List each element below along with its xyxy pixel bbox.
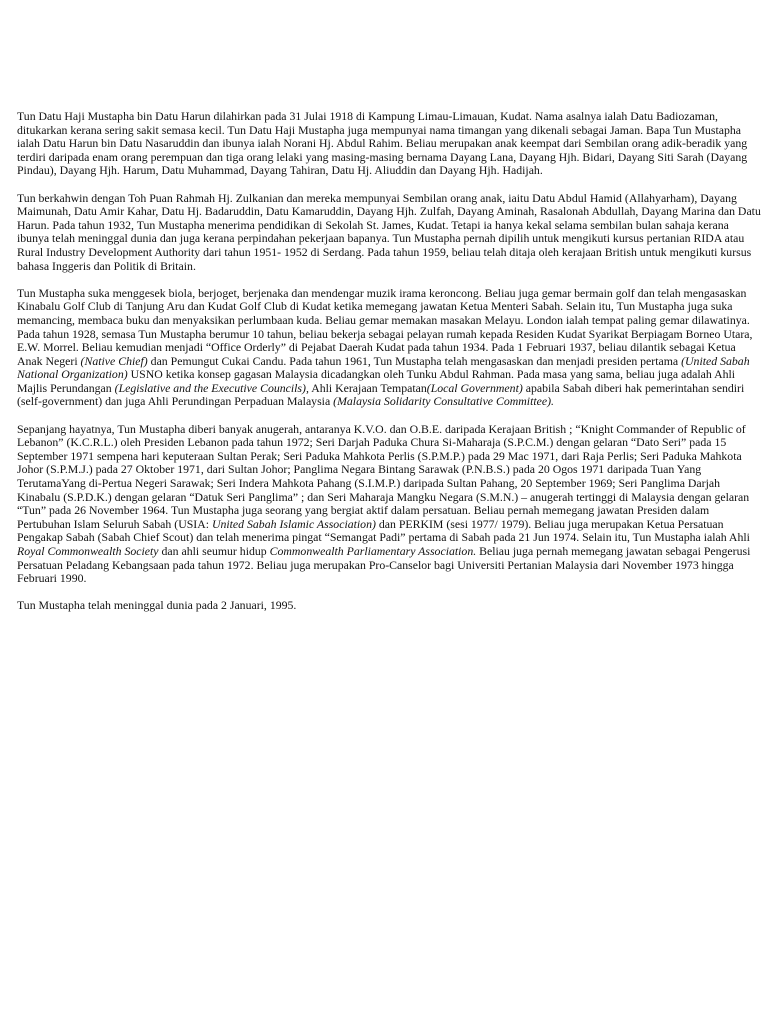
italic-text-run: (Native Chief) <box>80 353 148 368</box>
text-run: dan Pemungut Cukai Candu. Pada tahun 1961, Tun Mustapha telah mengasaskan dan menjadi presiden pertama <box>147 353 682 368</box>
text-run: Tun berkahwin dengan Toh Puan Rahmah Hj. Zulkanian dan mereka mempunyai Sembilan orang anak, iaitu Datu Abdul Hamid (Allahyarham), Dayang Maimunah, Datu Amir Kahar, Datu Hj. Badaruddin, Datu Kamaruddin, Dayang Hjh. Zulfah, Dayang Aminah, Rasalonah Abdullah, Dayang Marina dan Datu Harun. Pada tahun 1932, Tun Mustapha menerima pendidikan di Sekolah St. James, Kudat. Tetapi ia hanya kekal selama sembilan bulan sahaja kerana ibunya telah meninggal dunia dan juga kerana perpindahan pekerjaan bapanya. Tun Mustapha pernah dipilih untuk mengikuti kursus pertanian RIDA atau Rural Industry Development Authority dari tahun 1951- 1952 di Serdang. Pada tahun 1959, beliau telah ditaja oleh kerajaan British untuk mengikuti kursus bahasa Inggeris dan Politik di Britain. <box>17 190 761 273</box>
text-run: USNO ketika konsep gagasan Malaysia dicadangkan oleh Tunku Abdul Rahman. Pada masa yang sama, beliau juga adalah Ahli Majlis Perundangan <box>17 367 736 395</box>
paragraph-biography-birth <box>17 110 762 178</box>
paragraph-hobbies-career <box>17 287 762 409</box>
document-body <box>17 110 762 627</box>
italic-text-run: Commonwealth Parliamentary Association. <box>269 544 477 558</box>
italic-text-run: (Legislative and the Executive Councils), <box>114 380 309 395</box>
italic-text-run: Royal Commonwealth Society <box>17 544 159 558</box>
text-run: apabila Sabah diberi hak pemerintahan sendiri (self-government) dan juga Ahli Perundingan Perpaduan Malaysia <box>17 380 745 409</box>
text-run: Tun Datu Haji Mustapha bin Datu Harun dilahirkan pada 31 Julai 1918 di Kampung Limau-Limauan, Kudat. Nama asalnya ialah Datu Badiozaman, ditukarkan kerana sering sakit semasa kecil. Tun Datu Haji Mustapha juga mempunyai nama timangan yang dikenali sebagai Jaman. Bapa Tun Mustapha ialah Datu Harun bin Datu Nasaruddin dan ibunya ialah Norani Hj. Abdul Rahim. Beliau merupakan anak keempat dari Sembilan orang adik-beradik yang terdiri daripada enam orang perempuan dan tiga orang lelaki yang masing-masing bernama Dayang Lana, Dayang Hjh. Bidari, Dayang Siti Sarah (Dayang Pindau), Dayang Hjh. Harum, Datu Muhammad, Dayang Tahiran, Datu Hj. Aliuddin dan Dayang Hjh. Hadijah. <box>17 109 748 178</box>
italic-text-run: United Sabah Islamic Association) <box>211 516 376 531</box>
text-run: Sepanjang hayatnya, Tun Mustapha diberi banyak anugerah, antaranya K.V.O. dan O.B.E. daripada Kerajaan British ; “Knight Commander of Republic of Lebanon” (K.C.R.L.) oleh Presiden Lebanon pada tahun 1972; Seri Darjah Paduka Chura Si-Maharaja (S.P.C.M.) dengan gelaran “Dato Seri” pada 15 September 1971 sempena hari keputeraan Sultan Perak; Seri Paduka Mahkota Perlis (S.P.M.P.) pada 29 Mac 1971, dari Raja Perlis; Seri Paduka Mahkota Johor (S.P.M.J.) pada 27 Oktober 1971, dari Sultan Johor; Panglima Negara Bintang Sarawak (P.N.B.S.) pada 20 Ogos 1971 daripada Tuan Yang TerutamaYang di-Pertua Negeri Sarawak; Seri Indera Mahkota Pahang (S.I.M.P.) daripada Sultan Pahang, 20 September 1969; Seri Panglima Darjah Kinabalu (S.P.D.K.) dengan gelaran “Datuk Seri Panglima” ; dan Seri Maharaja Mangku Negara (S.M.N.) – anugerah tertinggi di Malaysia dengan gelaran “Tun” pada 26 November 1964. Tun Mustapha juga seorang yang bergiat aktif dalam persatuan. Beliau pernah memegang jawatan Presiden dalam Pertubuhan Islam Seluruh Sabah (USIA: <box>17 421 750 531</box>
text-run: dan PERKIM (sesi 1977/ 1979). Beliau juga merupakan Ketua Persatuan Pengakap Sabah (Sabah Chief Scout) dan telah menerima pingat “Semangat Padi” pertama di Sabah pada 21 Jun 1974. Selain itu, Tun Mustapha ialah Ahli <box>17 516 750 545</box>
paragraph-awards-associations <box>17 423 762 586</box>
text-run: Tun Mustapha suka menggesek biola, berjoget, berjenaka dan mendengar muzik irama keroncong. Beliau juga gemar bermain golf dan telah mengasaskan Kinabalu Golf Club di Tanjung Aru dan Kudat Golf Club di Kudat ketika memegang jawatan Ketua Menteri Sabah. Selain itu, Tun Mustapha juga suka memancing, membaca buku dan menyaksikan perlumbaan kuda. Beliau gemar memakan masakan Melayu. London ialah tempat paling gemar dilawatinya. Pada tahun 1928, semasa Tun Mustapha berumur 10 tahun, beliau bekerja sebagai pelayan rumah kepada Residen Kudat Syarikat Berpiagam Borneo Utara, E.W. Morrel. Beliau kemudian menjadi “Office Orderly” di Pejabat Daerah Kudat pada tahun 1934. Pada 1 Februari 1937, beliau dilantik sebagai Ketua Anak Negeri <box>17 285 753 368</box>
text-run: Tun Mustapha telah meninggal dunia pada 2 Januari, 1995. <box>17 598 297 613</box>
italic-text-run: (Malaysia Solidarity Consultative Committee). <box>333 394 554 409</box>
italic-text-run: (Local Government) <box>426 380 523 395</box>
paragraph-family-education <box>17 192 762 274</box>
italic-text-run: (United Sabah National Organization) <box>17 353 750 382</box>
text-run: Beliau juga pernah memegang jawatan sebagai Pengerusi Persatuan Peladang Kebangsaan pada tahun 1972. Beliau juga merupakan Pro-Canselor bagi Universiti Pertanian Malaysia dari November 1973 hingga Februari 1990. <box>17 544 751 586</box>
text-run: Ahli Kerajaan Tempatan <box>308 380 427 395</box>
text-run: dan ahli seumur hidup <box>158 544 270 558</box>
paragraph-death <box>17 599 762 613</box>
